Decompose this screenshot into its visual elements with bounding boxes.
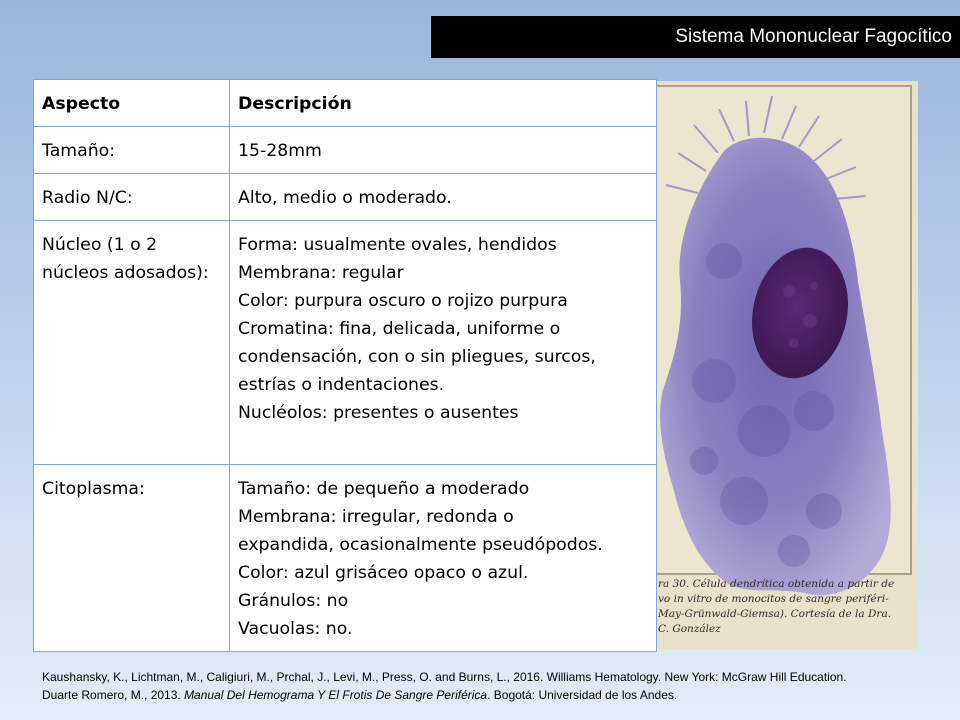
table-row-radio (34, 174, 657, 221)
caption-line: ra 30. Célula dendrítica obtenida a partir de (658, 578, 895, 590)
caption-line: May-Grünwald-Giemsa). Cortesía de la Dra. (658, 608, 892, 620)
description-line: Vacuolas: no. (238, 619, 353, 639)
description-line: Membrana: regular (238, 263, 404, 283)
description-cell (230, 174, 657, 221)
table-row-citoplasma (34, 465, 657, 652)
description-line: Gránulos: no (238, 591, 349, 611)
table-row-tamano (34, 127, 657, 174)
table-row-nucleo (34, 221, 657, 465)
aspect-cell: Tamaño: (34, 127, 230, 174)
slide-title-bar (431, 16, 960, 58)
dendritic-cell-photo (614, 81, 918, 649)
cell-illustration (614, 81, 918, 649)
description-cell (230, 127, 657, 174)
reference-1: Kaushansky, K., Lichtman, M., Caligiuri, M., Prchal, J., Levi, M., Press, O. and Burns, L., 2016. Williams Hematology. New York: McGraw Hill Education. (42, 670, 847, 684)
description-line: Tamaño: de pequeño a moderado (238, 479, 530, 499)
header-aspecto: Aspecto (34, 80, 230, 127)
slide-title: Sistema Mononuclear Fagocítico (675, 26, 952, 47)
description-line: Color: purpura oscuro o rojizo purpura (238, 291, 568, 311)
description-line: Membrana: irregular, redonda o (238, 507, 514, 527)
reference-2-author: Duarte Romero, M., 2013. (42, 688, 185, 702)
aspect-cell: Citoplasma: (34, 465, 230, 652)
header-descripcion: Descripción (230, 80, 657, 127)
reference-2 (42, 686, 942, 704)
caption-line: C. González (658, 623, 721, 635)
caption-line: vo in vitro de monocitos de sangre periféri- (658, 593, 889, 605)
reference-2-publisher: . Bogotá: Universidad de los Andes. (487, 688, 678, 702)
description-line: Forma: usualmente ovales, hendidos (238, 235, 557, 255)
reference-2-title: Manual Del Hemograma Y El Frotis De Sangre Periférica (184, 688, 488, 702)
description-line: condensación, con o sin pliegues, surcos, (238, 347, 596, 367)
aspect-cell: Núcleo (1 o 2 núcleos adosados): (34, 221, 230, 465)
description-line: Color: azul grisáceo opaco o azul. (238, 563, 529, 583)
table-header-row (34, 80, 657, 127)
description-cell (230, 221, 657, 465)
description-line: Alto, medio o moderado. (238, 188, 452, 208)
morphology-table (33, 79, 657, 652)
description-line: expandida, ocasionalmente pseudópodos. (238, 535, 603, 555)
description-line: Nucléolos: presentes o ausentes (238, 403, 519, 423)
photo-caption (658, 577, 916, 637)
description-cell (230, 465, 657, 652)
description-line: 15-28mm (238, 141, 322, 161)
description-line: Cromatina: fina, delicada, uniforme o (238, 319, 561, 339)
references (42, 668, 942, 704)
description-line: estrías o indentaciones. (238, 375, 445, 395)
aspect-cell: Radio N/C: (34, 174, 230, 221)
